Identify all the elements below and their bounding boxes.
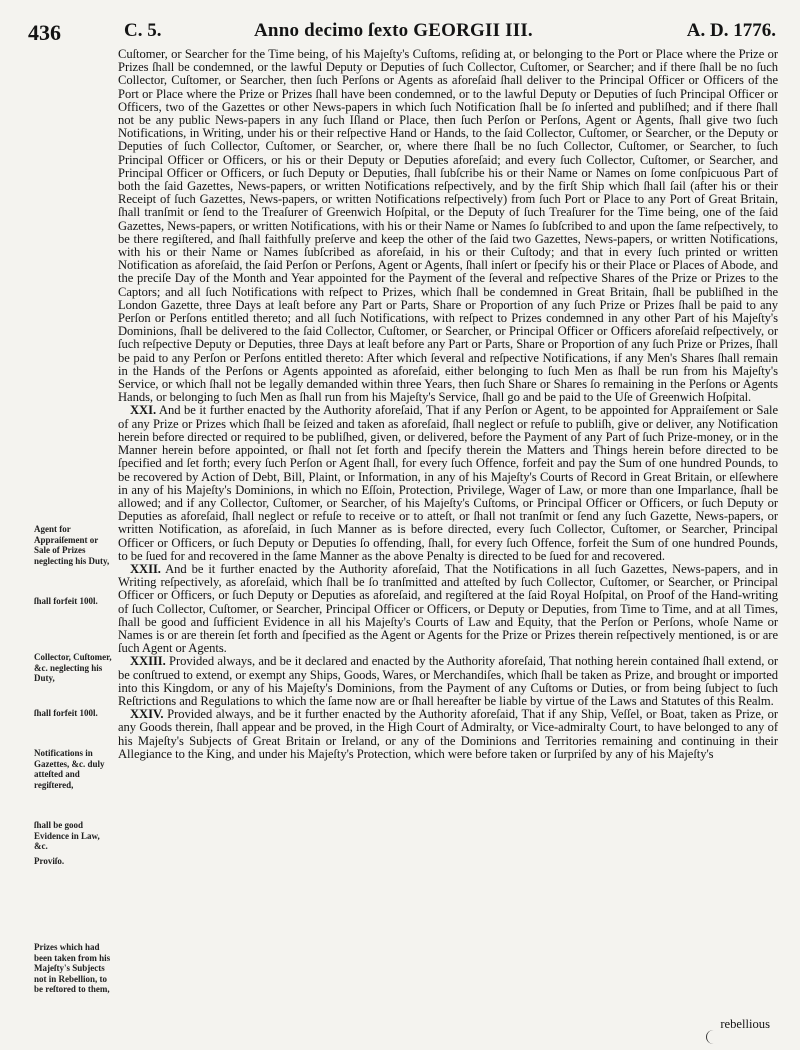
chapter-number: C. 5. bbox=[124, 20, 162, 41]
section-number: XXII. bbox=[130, 561, 161, 576]
section-text: And be it further enacted by the Authority aforeſaid, That the Notifications in all ſuch Gazettes, News-papers, and in Writing reſpectively, as aforeſaid, which ſhall be ſo tranſmitted and atteſted by ſuch Collector, Cuſtomer, or Searcher, or Principal Officer or Officers, or ſuch Deputy or Deputies as aforeſaid, and regiſtered at the ſaid Royal Hoſpital, on Proof of the Hand-writing of ſuch Collector, Cuſtomer, or Searcher, Principal Officer or Officers, or Deputy or Deputies, from Time to Time, and at all Times, ſhall be good and ſufficient Evidence in all his Majeſty's Courts of Law and Equity, that the Perſon or Perſons, whoſe Name or Names is or are therein ſet forth and ſpecified as the Agent or Agents for the Prize or Prizes therein reſpectively mentioned, is or are ſuch Agent or Agents. bbox=[118, 561, 778, 656]
section-text: And be it further enacted by the Authority aforeſaid, That if any Perſon or Agent, to be appointed for Appraiſement or Sale of any Prize or Prizes which ſhall be ſeized and taken as aforeſaid, ſhall neglect or refuſe to publiſh, give or deliver, any Notification herein before directed or required to be publiſhed, given, or delivered, before the Payment of any Part of ſuch Prize-money, or in the Manner herein before appointed, or ſhall not ſet forth and ſpecify therein the Matters and Things herein before directed to be ſpecified and ſet forth; every ſuch Perſon or Agent ſhall, for every ſuch Offence, forfeit and pay the Sum of one hundred Pounds, to be recovered by Action of Debt, Bill, Plaint, or Information, in any of his Majeſty's Courts of Record in Great Britain, or elſewhere in any of his Majeſty's Dominions, in which no Eſſoin, Protection, Privilege, Wager of Law, or more than one Imparlance, ſhall be allowed; and if any Collector, Cuſtomer, or Searcher, of his Majeſty's Cuſtoms, or Principal Officer or Officers, or ſuch Deputy or Deputies as aforeſaid, ſhall neglect or refuſe to receive or to atteſt, or ſhall not tranſmit or ſend any ſuch Gazette, News-papers, or written Notification, as aforeſaid, in ſuch Manner as is before directed, every ſuch Collector, Cuſtomer, or Searcher, Principal Officer or Officers, or ſuch Deputy or Deputies ſo offending, ſhall, for every ſuch Offence, forfeit the Sum of one hundred Pounds, to be ſued for and recovered in the ſame Manner as the above Penalty is directed to be ſued for and recovered. bbox=[118, 403, 778, 563]
section-text: Provided always, and be it further enacted by the Authority aforeſaid, That if any Ship, Veſſel, or Boat, taken as Prize, or any Goods therein, ſhall appear and be proved, in the High Court of Admiralty, or Vice-admiralty Court, to have belonged to any of his Majeſty's Subjects of Great Britain or Ireland, or any of the Dominions and Territories remaining and continuing in their Allegiance to the King, and under his Majeſty's Protection, which were before taken or ſurpriſed by any of his Majeſty's bbox=[118, 707, 778, 761]
running-title: Anno decimo ſexto GEORGII III. bbox=[254, 20, 533, 41]
margin-note-prizes-restored: Prizes which had been taken from his Majeſty's Subjects not in Rebellion, to be reſtored to them, bbox=[34, 942, 111, 994]
margin-note-notifications: Notifications in Gazettes, &c. duly atteſted and regiſtered, bbox=[34, 748, 105, 790]
margin-note-agent-neglect: Agent for Appraiſement or Sale of Prizes neglecting his Duty, bbox=[34, 524, 110, 566]
section-number: XXIII. bbox=[130, 654, 166, 669]
page-number: 436 bbox=[28, 20, 61, 45]
body-text bbox=[118, 48, 778, 761]
catchword: rebellious bbox=[720, 1017, 770, 1031]
section-xxii bbox=[118, 563, 778, 655]
paper-mark bbox=[706, 1030, 721, 1044]
year-date: A. D. 1776. bbox=[686, 20, 776, 41]
page-header bbox=[28, 20, 776, 50]
section-xxiii bbox=[118, 655, 778, 708]
section-xxiv bbox=[118, 708, 778, 761]
paragraph-continued: Cuſtomer, or Searcher for the Time being, of his Majeſty's Cuſtoms, reſiding at, or belonging to the Port or Place where the Prize or Prizes ſhall be condemned, or the lawful Deputy or Deputies of ſuch Collector, Cuſtomer, or Searcher; and if there ſhall be no ſuch Collector, Cuſtomer, or Searcher, then ſuch Perſons or Agents as aforeſaid ſhall deliver to the Principal Officer or Officers of the Port or Place where the Prize or Prizes ſhall have been condemned, or to the lawful Deputy or Deputies of ſuch Principal Officer or Officers, two of the Gazettes or other News-papers in which ſuch Notification ſhall be ſo inſerted and publiſhed; and if there ſhall not be any public News-papers in any ſuch Iſland or Place, then ſuch Perſon or Perſons, Agent or Agents, ſhall give two ſuch Notifications, in Writing, under his or their reſpective Hand or Hands, to the ſaid Collector, Cuſtomer, or Searcher, or the Deputy or Deputies of ſuch Collector, Cuſtomer, or Searcher, or, where there ſhall be no ſuch Collector, Cuſtomer, or Searcher, to ſuch Principal Officer or Officers, or his or their Deputy or Deputies aforeſaid; and every ſuch Collector, Cuſtomer, or Searcher, and Principal Officer or Officers, or ſuch Deputy or Deputies, ſhall ſubſcribe his or their Name or Names on ſome conſpicuous Part of both the ſaid Gazettes, News-papers, or written Notifications reſpectively, and by the firſt Ship which ſhall ſail (after his or their Receipt of ſuch Gazettes, News-papers, or written Notifications reſpectively) from ſuch Port or Place to any Port of Great Britain, ſhall tranſmit or ſend to the Treaſurer of Greenwich Hoſpital, or the Deputy of ſuch Treaſurer for the Time being, one of the ſaid Gazettes, News-papers, or written Notifications, with his or their Name or Names ſo ſubſcribed to and upon the ſame reſpectively, to be there regiſtered, and ſhall faithfully preſerve and keep the other of the ſaid two Gazettes, News-papers, or written Notifications, with his or their Name or Names ſubſcribed as aforeſaid, in his or their Cuſtody; and that in every ſuch printed or written Notification as aforeſaid, the ſaid Perſon or Perſons, Agent or Agents, ſhall inſert or ſpecify his or their Place or Places of Abode, and the preciſe Day of the Month and Year appointed for the Payment of the ſeveral and reſpective Shares of the Prize or Prizes to the Captors; and all ſuch Notifications with reſpect to Prizes, which ſhall be condemned in Great Britain, ſhall be publiſhed in the London Gazette, three Days at leaſt before any Part or Parts, Share or Proportion of any ſuch Prize or Prizes ſhall be paid to any Perſon or Perſons entitled thereto; and all ſuch Notifications, with reſpect to Prizes condemned in any other Part of his Majeſty's Dominions, ſhall be delivered to the ſaid Collector, Cuſtomer, or Searcher, or Principal Officer or Officers aforeſaid reſpectively, or ſuch reſpective Deputy or Deputies, three Days at leaſt before any Part or Parts, Share or Proportion of any ſuch Prize or Prizes, ſhall be paid to any Perſon or Perſons entitled thereto: After which ſeveral and reſpective Notifications, if any Men's Shares ſhall remain in the Hands of the Perſons or Agents appointed as aforeſaid, either belonging to ſuch Men as ſhall be run from his Majeſty's Service, or which ſhall not be legally demanded within three Years, then ſuch Share or Shares ſo remaining in the Perſons or Agents Hands, or belonging to ſuch Men as ſhall run from his Majeſty's Service, ſhall go and be paid to the Uſe of Greenwich Hoſpital. bbox=[118, 47, 778, 405]
margin-note-collector-neglect: Collector, Cuſtomer, &c. neglecting his Duty, bbox=[34, 652, 112, 683]
margin-note-evidence: ſhall be good Evidence in Law, &c. bbox=[34, 820, 100, 851]
margin-note-proviso: Proviſo. bbox=[34, 856, 65, 866]
margin-note-forfeit: ſhall forfeit 100l. bbox=[34, 596, 98, 606]
section-text: Provided always, and be it declared and enacted by the Authority aforeſaid, That nothing herein contained ſhall extend, or be conſtrued to extend, or exempt any Ships, Goods, Wares, or Merchandiſes, which ſhall be taken as Prize, and brought or imported into this Kingdom, or any of his Majeſty's Dominions, from the Payment of any Cuſtoms or Duties, or from being ſubject to ſuch Reſtrictions and Regulations to which the ſame now are or ſhall hereafter be liable by virtue of the Laws and Statutes of this Realm. bbox=[118, 654, 778, 708]
section-number: XXI. bbox=[130, 403, 157, 418]
margin-note-forfeit: ſhall forfeit 100l. bbox=[34, 708, 98, 718]
section-xxi bbox=[118, 404, 778, 562]
section-number: XXIV. bbox=[130, 707, 164, 722]
